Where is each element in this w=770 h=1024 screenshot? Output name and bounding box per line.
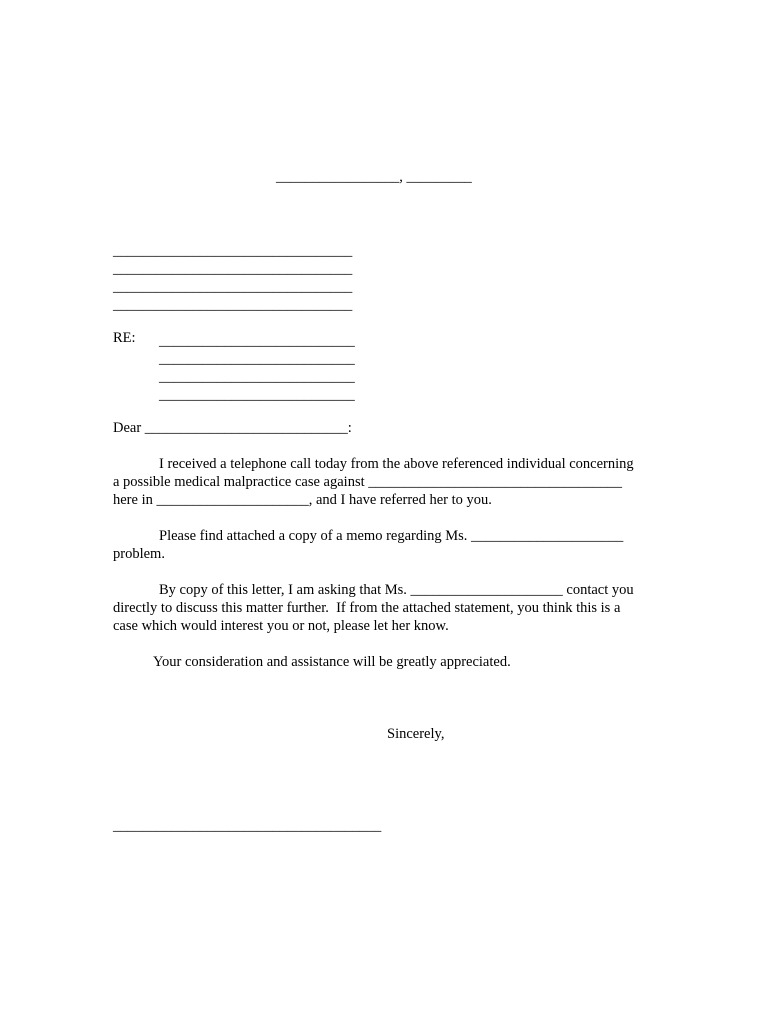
paragraph-3-line-1: By copy of this letter, I am asking that Ms. _____________________ contact you xyxy=(159,582,634,598)
closing: Sincerely, xyxy=(387,726,445,742)
address-line-1: _________________________________ xyxy=(113,243,353,259)
date-line: _________________, _________ xyxy=(276,169,472,185)
paragraph-2-line-2: problem. xyxy=(113,546,165,562)
address-line-4: _________________________________ xyxy=(113,297,353,313)
paragraph-1-line-2: a possible medical malpractice case against ___________________________________ xyxy=(113,474,623,490)
re-line-3: ___________________________ xyxy=(159,369,355,385)
salutation: Dear ____________________________: xyxy=(113,420,352,436)
paragraph-3-line-3: case which would interest you or not, please let her know. xyxy=(113,618,449,634)
paragraph-2-line-1: Please find attached a copy of a memo regarding Ms. _____________________ xyxy=(159,528,624,544)
paragraph-1-line-1: I received a telephone call today from the above referenced individual concerning xyxy=(159,456,634,472)
paragraph-1-line-3: here in _____________________, and I have referred her to you. xyxy=(113,492,492,508)
re-label: RE: xyxy=(113,330,136,346)
signature-line: _____________________________________ xyxy=(113,818,382,834)
address-line-3: _________________________________ xyxy=(113,279,353,295)
paragraph-3-line-2: directly to discuss this matter further. If from the attached statement, you think this is a xyxy=(113,600,621,616)
address-line-2: _________________________________ xyxy=(113,261,353,277)
re-line-2: ___________________________ xyxy=(159,351,355,367)
re-line-4: ___________________________ xyxy=(159,387,355,403)
paragraph-4-line-1: Your consideration and assistance will be greatly appreciated. xyxy=(153,654,511,670)
re-line-1: ___________________________ xyxy=(159,333,355,349)
